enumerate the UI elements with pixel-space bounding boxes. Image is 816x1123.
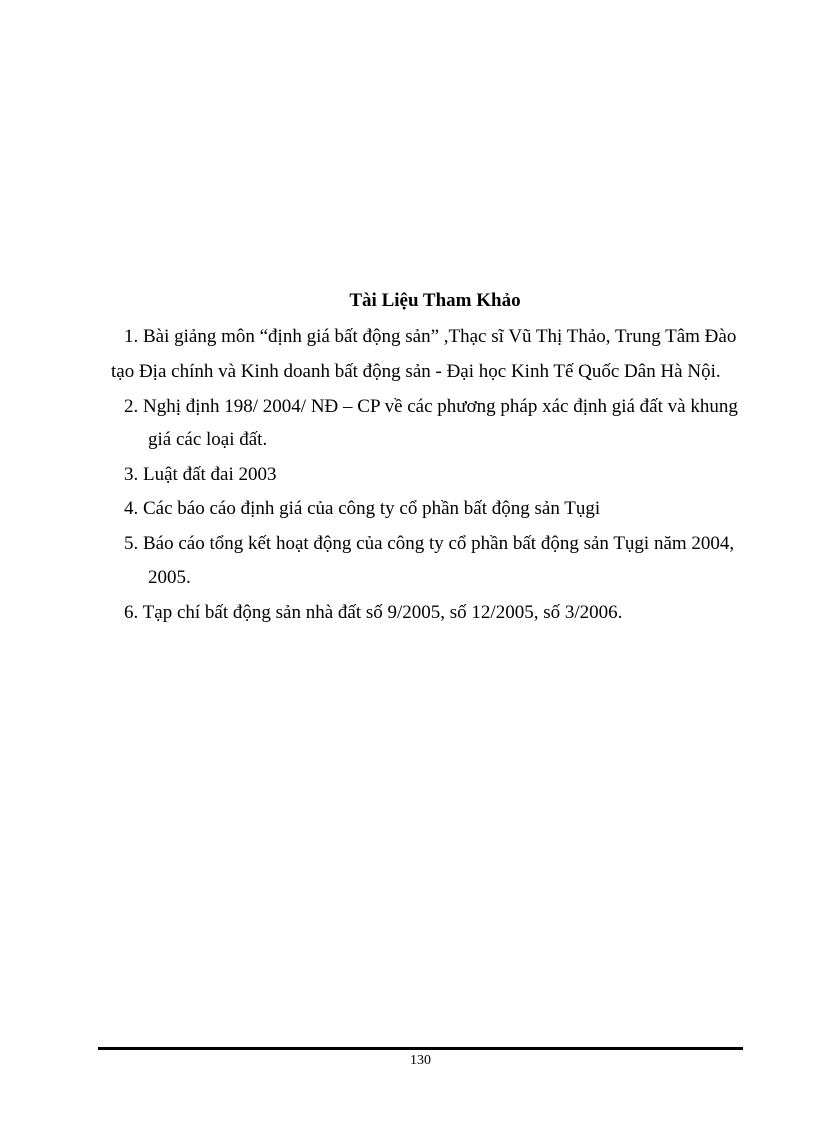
page-title: Tài Liệu Tham Khảo — [349, 290, 521, 311]
page-number: 130 — [410, 1053, 431, 1068]
reference-1-line-1: 1. Bài giảng môn “định giá bất động sản” ,Thạc sĩ Vũ Thị Thảo, Trung Tâm Đào — [124, 326, 737, 347]
reference-2-line-2: giá các loại đất. — [148, 429, 268, 450]
reference-5-line-1: 5. Báo cáo tổng kết hoạt động của công ty cổ phần bất động sản Tụgi năm 2004, — [124, 533, 735, 554]
reference-5-line-2: 2005. — [148, 567, 191, 588]
reference-6: 6. Tạp chí bất động sản nhà đất số 9/2005, số 12/2005, số 3/2006. — [124, 602, 623, 623]
reference-4: 4. Các báo cáo định giá của công ty cổ phần bất động sản Tụgi — [124, 498, 601, 519]
footer-divider — [98, 1047, 743, 1050]
reference-2-line-1: 2. Nghị định 198/ 2004/ NĐ – CP về các phương pháp xác định giá đất và khung — [124, 396, 738, 417]
reference-3: 3. Luật đất đai 2003 — [124, 464, 277, 485]
reference-1-line-2: tạo Địa chính và Kinh doanh bất động sản - Đại học Kinh Tế Quốc Dân Hà Nội. — [111, 361, 721, 382]
